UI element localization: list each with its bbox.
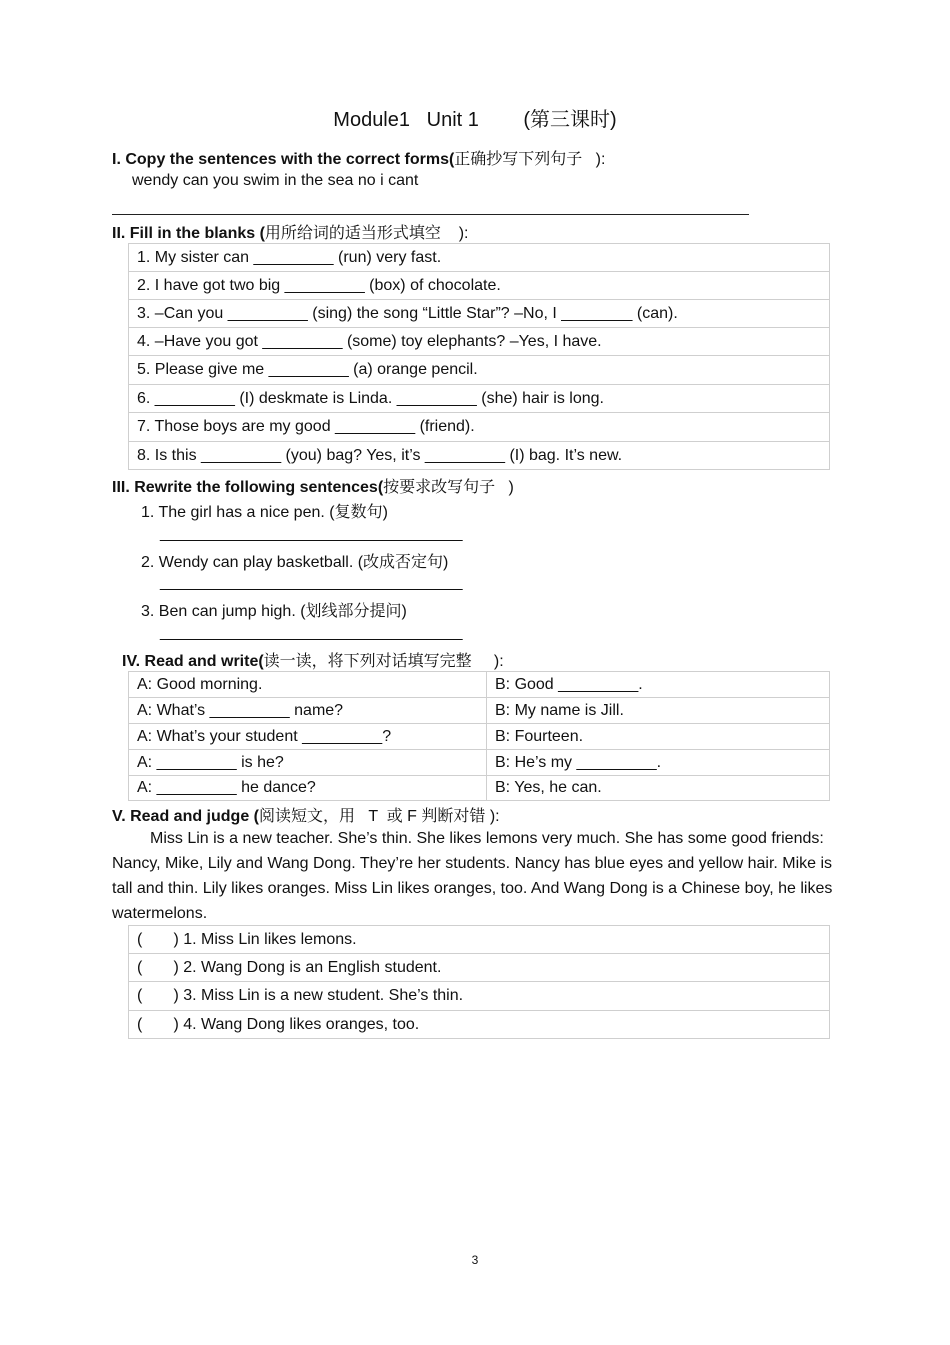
fill-blank-item: 6. _________ (I) deskmate is Linda. _________ (she) hair is long. [129, 385, 830, 413]
fill-blanks-table [128, 243, 830, 470]
judge-table [128, 925, 830, 1039]
table-row [129, 1011, 830, 1039]
table-row [129, 672, 830, 698]
table-row [129, 356, 830, 385]
table-row [129, 244, 830, 272]
judge-item: ( ) 3. Miss Lin is a new student. She’s thin. [129, 982, 830, 1011]
section-1-heading [112, 146, 605, 169]
section-5-heading-text: V. Read and judge ( [112, 808, 259, 825]
fill-blank-item: 2. I have got two big _________ (box) of chocolate. [129, 272, 830, 300]
section-2-heading-text: II. Fill in the blanks ( [112, 225, 265, 242]
table-row [129, 385, 830, 413]
dialogue-line-b: B: He’s my _________. [487, 750, 830, 776]
rewrite-item: 3. Ben can jump high. (划线部分提问) [141, 603, 407, 620]
reading-passage: Miss Lin is a new teacher. She’s thin. She likes lemons very much. She has some good friends: Nancy, Mike, Lily and Wang Dong. They’re her students. Nancy has blue eyes and yellow hair. Mike is tall and thin. Lily likes oranges. Miss Lin likes oranges, too. And Wang Dong is a Chinese boy, he likes watermelons. [112, 830, 833, 922]
rewrite-answer-line: __________________________________ [160, 525, 463, 542]
section-1-heading-text: I. Copy the sentences with the correct forms( [112, 151, 455, 168]
rewrite-item: 2. Wendy can play basketball. (改成否定句) [141, 554, 449, 571]
dialogue-line-a: A: What’s your student _________? [129, 724, 487, 750]
table-row [129, 926, 830, 954]
section-3-heading-cn: 按要求改写句子 ) [383, 479, 514, 496]
page-number: 3 [471, 1253, 479, 1267]
section-4-heading-text: IV. Read and write( [122, 653, 264, 670]
dialogue-line-a: A: _________ is he? [129, 750, 487, 776]
dialogue-line-a: A: Good morning. [129, 672, 487, 698]
section-3-heading [112, 474, 514, 497]
table-row [129, 750, 830, 776]
rewrite-item: 1. The girl has a nice pen. (复数句) [141, 504, 388, 521]
section-5-heading [112, 803, 500, 826]
dialogue-line-b: B: My name is Jill. [487, 698, 830, 724]
table-row [129, 328, 830, 356]
table-row [129, 724, 830, 750]
section-2-heading-cn: 用所给词的适当形式填空 ): [264, 225, 469, 242]
table-row [129, 982, 830, 1011]
dialogue-line-a: A: _________ he dance? [129, 776, 487, 801]
table-row [129, 776, 830, 801]
page-title: Module1 Unit 1 (第三课时) [333, 109, 617, 131]
section-1-sentence: wendy can you swim in the sea no i cant [132, 172, 419, 189]
table-row [129, 300, 830, 328]
table-row [129, 442, 830, 470]
fill-blank-item: 7. Those boys are my good _________ (friend). [129, 413, 830, 442]
section-4-heading [122, 648, 504, 671]
fill-blank-item: 1. My sister can _________ (run) very fast. [129, 244, 830, 272]
fill-blank-item: 3. –Can you _________ (sing) the song “Little Star”? –No, I ________ (can). [129, 300, 830, 328]
dialogue-line-b: B: Good _________. [487, 672, 830, 698]
section-2-heading [112, 220, 468, 243]
dialogue-table [128, 671, 830, 801]
judge-item: ( ) 1. Miss Lin likes lemons. [129, 926, 830, 954]
rewrite-answer-line: __________________________________ [160, 574, 463, 591]
answer-line [112, 214, 749, 215]
table-row [129, 954, 830, 982]
section-1-heading-cn: 正确抄写下列句子 ): [454, 151, 606, 168]
dialogue-line-b: B: Fourteen. [487, 724, 830, 750]
section-5-heading-cn: 阅读短文，用 T 或 F 判断对错 ): [259, 808, 500, 825]
dialogue-line-b: B: Yes, he can. [487, 776, 830, 801]
judge-item: ( ) 4. Wang Dong likes oranges, too. [129, 1011, 830, 1039]
table-row [129, 413, 830, 442]
section-4-heading-cn: 读一读，将下列对话填写完整 ): [263, 653, 504, 670]
judge-item: ( ) 2. Wang Dong is an English student. [129, 954, 830, 982]
rewrite-answer-line: __________________________________ [160, 624, 463, 641]
fill-blank-item: 5. Please give me _________ (a) orange pencil. [129, 356, 830, 385]
table-row [129, 272, 830, 300]
dialogue-line-a: A: What’s _________ name? [129, 698, 487, 724]
fill-blank-item: 8. Is this _________ (you) bag? Yes, it’s _________ (I) bag. It’s new. [129, 442, 830, 470]
section-3-heading-text: III. Rewrite the following sentences( [112, 479, 384, 496]
table-row [129, 698, 830, 724]
fill-blank-item: 4. –Have you got _________ (some) toy elephants? –Yes, I have. [129, 328, 830, 356]
